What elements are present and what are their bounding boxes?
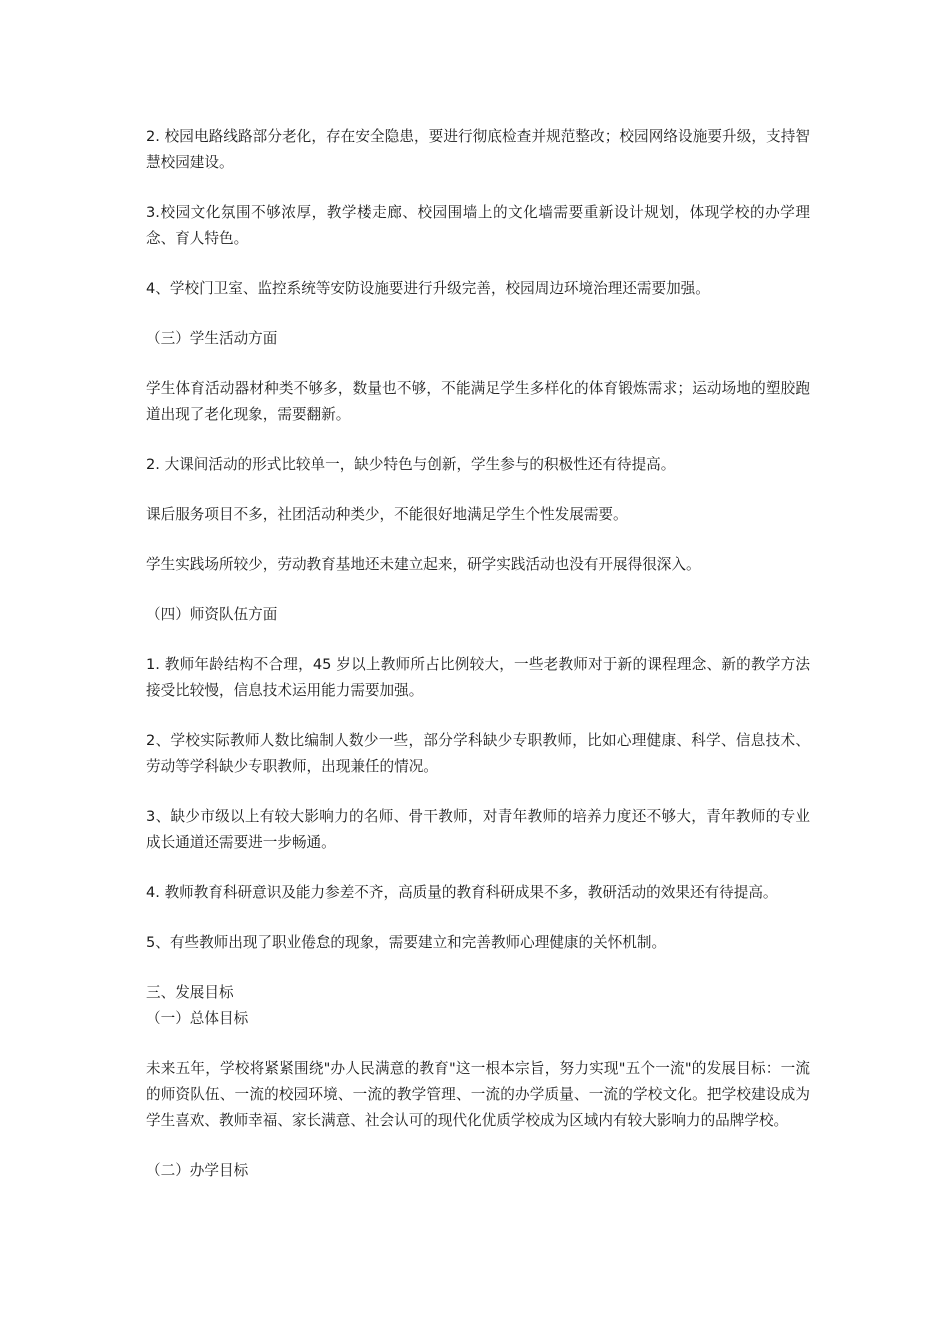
section-heading-development-goals: 三、发展目标 bbox=[146, 984, 234, 1001]
paragraph-sports-equipment: 学生体育活动器材种类不够多，数量也不够，不能满足学生多样化的体育锻炼需求；运动场地的塑胶跑道出现了老化现象，需要翻新。 bbox=[146, 380, 810, 423]
paragraph-recess-activities: 2. 大课间活动的形式比较单一，缺少特色与创新，学生参与的积极性还有待提高。 bbox=[146, 456, 676, 473]
subsection-heading-school-goals: （二）办学目标 bbox=[146, 1162, 249, 1179]
paragraph-practice-venues: 学生实践场所较少，劳动教育基地还未建立起来，研学实践活动也没有开展得很深入。 bbox=[146, 556, 701, 573]
paragraph-campus-culture: 3.校园文化氛围不够浓厚，教学楼走廊、校园围墙上的文化墙需要重新设计规划，体现学校的办学理念、育人特色。 bbox=[146, 204, 810, 247]
paragraph-overall-goal: 未来五年，学校将紧紧围绕"办人民满意的教育"这一根本宗旨，努力实现"五个一流"的发展目标：一流的师资队伍、一流的校园环境、一流的教学管理、一流的办学质量、一流的学校文化。把学校建设成为学生喜欢、教师幸福、家长满意、社会认可的现代化优质学校成为区域内有较大影响力的品牌学校。 bbox=[146, 1060, 810, 1129]
paragraph-teacher-burnout: 5、有些教师出现了职业倦怠的现象，需要建立和完善教师心理健康的关怀机制。 bbox=[146, 934, 667, 951]
section-heading-student-activities: （三）学生活动方面 bbox=[146, 330, 278, 347]
paragraph-research-ability: 4. 教师教育科研意识及能力参差不齐，高质量的教育科研成果不多，教研活动的效果还有待提高。 bbox=[146, 884, 778, 901]
document-body bbox=[146, 124, 810, 1208]
paragraph-security-facilities: 4、学校门卫室、监控系统等安防设施要进行升级完善，校园周边环境治理还需要加强。 bbox=[146, 280, 710, 297]
paragraph-renowned-teachers: 3、缺少市级以上有较大影响力的名师、骨干教师，对青年教师的培养力度还不够大，青年教师的专业成长通道还需要进一步畅通。 bbox=[146, 808, 810, 851]
paragraph-after-school-services: 课后服务项目不多，社团活动种类少，不能很好地满足学生个性发展需要。 bbox=[146, 506, 628, 523]
subsection-heading-overall-goal: （一）总体目标 bbox=[146, 1010, 249, 1027]
paragraph-campus-wiring: 2. 校园电路线路部分老化，存在安全隐患，要进行彻底检查并规范整改；校园网络设施要升级，支持智慧校园建设。 bbox=[146, 128, 810, 171]
paragraph-teacher-shortage: 2、学校实际教师人数比编制人数少一些，部分学科缺少专职教师，比如心理健康、科学、信息技术、劳动等学科缺少专职教师，出现兼任的情况。 bbox=[146, 732, 810, 775]
paragraph-teacher-age-structure: 1. 教师年龄结构不合理，45 岁以上教师所占比例较大，一些老教师对于新的课程理念、新的教学方法接受比较慢，信息技术运用能力需要加强。 bbox=[146, 656, 810, 699]
section-heading-teaching-staff: （四）师资队伍方面 bbox=[146, 606, 278, 623]
